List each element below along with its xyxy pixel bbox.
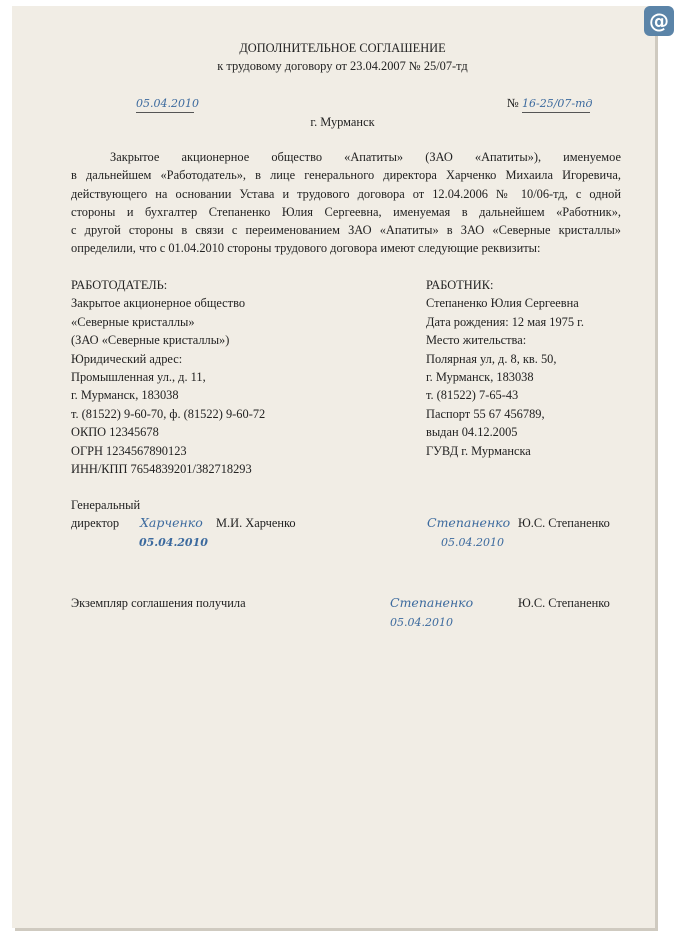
receipt-date: 05.04.2010 — [390, 616, 453, 629]
doc-date: 05.04.2010 — [136, 95, 194, 113]
director-name: М.И. Харченко — [216, 516, 296, 530]
receipt-text: Экземпляр соглашения получила — [71, 596, 246, 610]
employer-line: Закрытое акционерное общество — [71, 296, 246, 311]
employer-line: т. (81522) 9-60-70, ф. (81522) 9-60-72 — [71, 406, 266, 421]
employee-name: Ю.С. Степаненко — [518, 516, 610, 530]
employee-line: Дата рождения: 12 мая 1975 г. — [426, 314, 584, 329]
employee-line: т. (81522) 7-65-43 — [426, 388, 519, 403]
body-line: в дальнейшем «Работодатель», в лице генерального директора Харченко Михаила Игоревича, — [71, 168, 621, 183]
body-line: Закрытое акционерное общество «Апатиты» (ЗАО «Апатиты»), именуемое — [110, 150, 621, 164]
employee-line: ГУВД г. Мурманска — [426, 443, 531, 458]
employer-line: ОГРН 1234567890123 — [71, 443, 187, 458]
body-line: с другой стороны в связи с переименованием ЗАО «Апатиты» в ЗАО «Северные кристаллы» — [71, 223, 621, 238]
receipt-name: Ю.С. Степаненко — [518, 596, 610, 610]
body-line: действующего на основании Устава и трудового договора от 12.04.2006 № 10/06-тд, с одной — [71, 186, 621, 201]
employer-line: Юридический адрес: — [71, 351, 183, 366]
employee-heading: РАБОТНИК: — [426, 278, 494, 292]
employee-sign-date: 05.04.2010 — [441, 536, 504, 549]
doc-subtitle: к трудовому договору от 23.04.2007 № 25/07-тд — [217, 59, 468, 73]
doc-city: г. Мурманск — [310, 115, 375, 129]
doc-title: ДОПОЛНИТЕЛЬНОЕ СОГЛАШЕНИЕ — [239, 41, 446, 55]
agreement-body — [71, 148, 621, 258]
employee-line: Полярная ул, д. 8, кв. 50, — [426, 351, 557, 366]
employee-line: Степаненко Юлия Сергеевна — [426, 296, 579, 311]
employer-heading: РАБОТОДАТЕЛЬ: — [71, 278, 168, 292]
employee-details — [426, 276, 584, 460]
employee-line: Паспорт 55 67 456789, — [426, 406, 545, 421]
body-line: определили, что с 01.04.2010 стороны трудового договора имеют следующие реквизиты: — [71, 241, 541, 256]
doc-number-label: № — [507, 96, 519, 110]
director-signature: Харченко — [140, 515, 203, 530]
employer-line: «Северные кристаллы» — [71, 314, 195, 329]
director-sign-date: 05.04.2010 — [139, 536, 208, 549]
employee-line: г. Мурманск, 183038 — [426, 370, 534, 385]
employer-line: ОКПО 12345678 — [71, 425, 159, 440]
employer-line: г. Мурманск, 183038 — [71, 388, 179, 403]
director-title-2: директор — [71, 516, 120, 530]
employer-details — [71, 276, 265, 478]
employer-line: Промышленная ул., д. 11, — [71, 370, 206, 385]
receipt-signature: Степаненко — [390, 595, 474, 610]
doc-number: 16-25/07-тд — [522, 95, 590, 113]
body-line: стороны и бухгалтер Степаненко Юлия Сергеевна, именуемая в дальнейшем «Работник», — [71, 204, 621, 219]
employee-line: Место жительства: — [426, 333, 527, 348]
employee-signature: Степаненко — [427, 515, 511, 530]
employer-line: (ЗАО «Северные кристаллы») — [71, 333, 230, 348]
employee-line: выдан 04.12.2005 — [426, 425, 518, 440]
director-title-1: Генеральный — [71, 498, 141, 512]
at-sign-icon: @ — [644, 6, 674, 36]
employer-line: ИНН/КПП 7654839201/382718293 — [71, 462, 252, 477]
